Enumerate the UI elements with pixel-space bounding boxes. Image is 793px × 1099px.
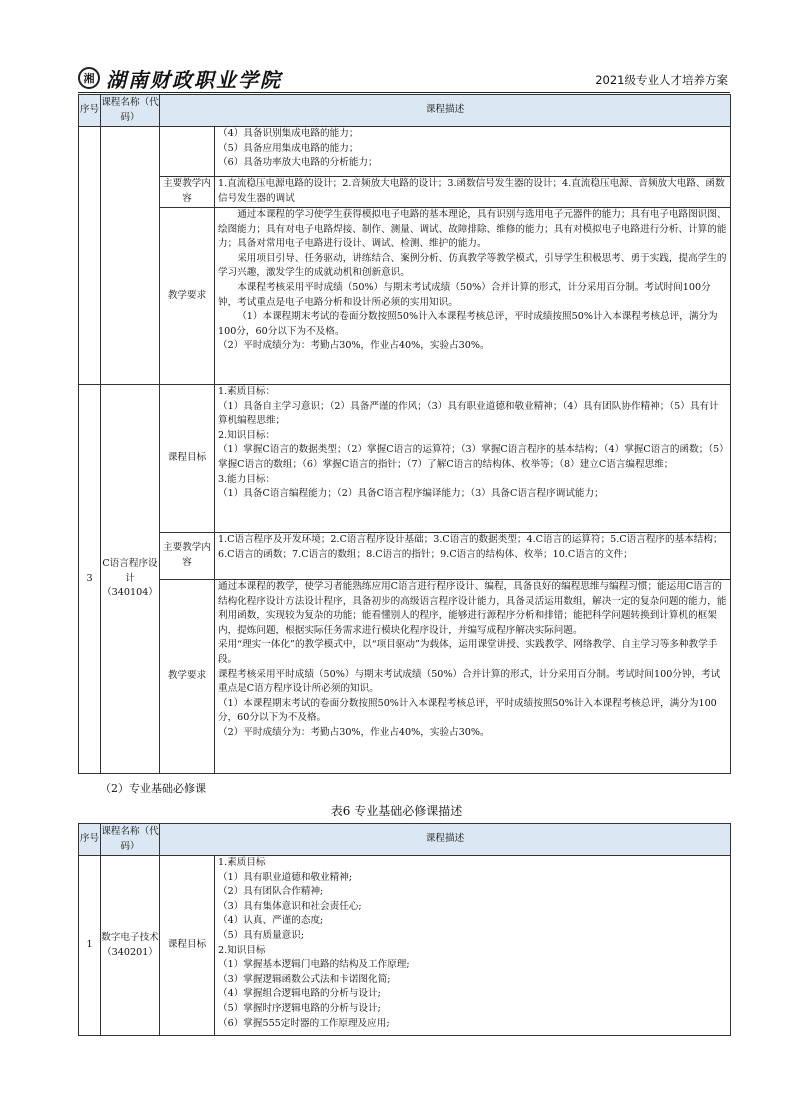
- row-label-main-content: 主要教学内容: [160, 533, 215, 580]
- goals-text: 1.素质目标 （1）具有职业道德和敬业精神; （2）具有团队合作精神; （3）具有集体意识和社会责任心; （4）认真、严谨的态度; （5）具有质量意识; 2.知识目标 （1）掌握基本逻辑门电路的结构及工作原理; （3）掌握逻辑函数公式法和卡诺图化简; （4）掌握组合逻辑电路的分析与设计; （5）掌握时序逻辑电路的分析与设计; （6）掌握555定时器的工作原理及应用;: [215, 856, 731, 1036]
- table-caption: 表6 专业基础必修课描述: [330, 804, 463, 818]
- table-row: [79, 580, 731, 774]
- table-header-row: [79, 95, 731, 127]
- page-header: [78, 66, 730, 93]
- requirements-text: 通过本课程的学习使学生获得模拟电子电路的基本理论，具有识别与选用电子元器件的能力；具有电子电路图识图、绘图能力；具有对电子电路焊接、制作、测量、调试、故障排除、维修的能力；具有对模拟电子电路进行分析、计算的能力；具备对常用电子电路进行设计、调试、检测、维护的能力。 采用项目引导、任务驱动，讲练结合、案例分析、仿真教学等教学模式，引导学生积极思考、勇于实践，提高学生的学习兴趣，激发学生的成就动机和创新意识。 本课程考核采用平时成绩（50%）与期末考试成绩（50%）合并计算的形式，计分采用百分制。考试时间100分钟，考试重点是电子电路分析和设计所必须的实用知识。 （1）本课程期末考试的卷面分数按照50%计入本课程考核总评，平时成绩按照50%计入本课程考核总评，满分为100分，60分以下为不及格。 （2）平时成绩分为：考勤占30%，作业占40%，实验占30%。: [215, 208, 731, 385]
- col-header-name: 课程名称（代码）: [101, 824, 160, 856]
- college-name: 湖南财政职业学院: [106, 67, 282, 92]
- col-header-desc: 课程描述: [160, 824, 731, 856]
- table-row: [79, 208, 731, 385]
- main-content-text: 1.C语言程序及开发环境；2.C语言程序设计基础；3.C语言的数据类型；4.C语言的运算符；5.C语言程序的基本结构；6.C语言的函数；7.C语言的数组；8.C语言的指针；9.C语言的结构体、枚举；10.C语言的文件；: [215, 533, 731, 580]
- table-row: [79, 177, 731, 208]
- table-row: [79, 533, 731, 580]
- row-label-goals: 课程目标: [160, 385, 215, 533]
- course-name: C语言程序设计 （340104）: [101, 385, 160, 774]
- course-no: 1: [79, 856, 101, 1036]
- table-row: [79, 856, 731, 1036]
- requirements-text: 通过本课程的教学，使学习者能熟练应用C语言进行程序设计、编程，具备良好的编程思维与编程习惯；能运用C语言的结构化程序设计方法设计程序，具备初步的高级语言程序设计能力，具备灵活运用数组，解决一定的复杂问题的能力，能利用函数，实现较为复杂的功能；能看懂别人的程序，能够进行源程序分析和排错；能把科学问题转换到计算机的框架内，提炼问题，根据实际任务需求进行模块化程序设计，并编写成程序解决实际问题。 采用“理实一体化”的教学模式中，以“项目驱动”为载体，运用课堂讲授、实践教学、网络教学、自主学习等多种教学手段。 课程考核采用平时成绩（50%）与期末考试成绩（50%）合并计算的形式，计分采用百分制。考试时间100分钟，考试重点是C语方程序设计所必须的知识。 （1）本课程期末考试的卷面分数按照50%计入本课程考核总评，平时成绩按照50%计入本课程考核总评，满分为100分，60分以下为不及格。 （2）平时成绩分为：考勤占30%，作业占40%，实验占30%。: [215, 580, 731, 774]
- main-content-text: 1.直流稳压电源电路的设计；2.音频放大电路的设计；3.函数信号发生器的设计；4.直流稳压电源、音频放大电路、函数信号发生器的调试: [215, 177, 731, 208]
- college-logo: [78, 66, 282, 90]
- col-header-desc: 课程描述: [160, 95, 731, 127]
- course-description-table: [78, 94, 731, 774]
- row-label-requirements: 教学要求: [160, 580, 215, 774]
- table-row: [79, 385, 731, 533]
- college-seal-icon: 湘: [78, 67, 100, 89]
- row-label-main-content: 主要教学内容: [160, 177, 215, 208]
- course-name: 数字电子技术 （340201）: [101, 856, 160, 1036]
- col-header-no: 序号: [79, 95, 101, 127]
- section-heading: （2）专业基础必修课: [100, 782, 206, 795]
- table-row: [79, 127, 731, 177]
- course-no: 3: [79, 385, 101, 774]
- table-header-row: [79, 824, 731, 856]
- row-label-goals: 课程目标: [160, 856, 215, 1036]
- document-title: 2021级专业人才培养方案: [595, 73, 728, 87]
- row-label-requirements: 教学要求: [160, 208, 215, 385]
- col-header-no: 序号: [79, 824, 101, 856]
- goals-text: 1.素质目标： （1）具备自主学习意识；（2）具备严谨的作风；（3）具有职业道德和敬业精神；（4）具有团队协作精神；（5）具有计算机编程思维； 2.知识目标： （1）掌握C语言的数据类型；（2）掌握C语言的运算符；（3）掌握C语言程序的基本结构；（4）掌握C语言的函数；（5）掌握C语言的数组；（6）掌握C语言的指针；（7）了解C语言的结构体、枚举等；（8）建立C语言编程思维； 3.能力目标： （1）具备C语言编程能力；（2）具备C语言程序编译能力；（3）具备C语言程序调试能力；: [215, 385, 731, 533]
- basic-course-table: [78, 823, 731, 1036]
- col-header-name: 课程名称（代码）: [101, 95, 160, 127]
- goal-continued: （4）具备识别集成电路的能力； （5）具备应用集成电路的能力； （6）具备功率放大电路的分析能力；: [215, 127, 731, 177]
